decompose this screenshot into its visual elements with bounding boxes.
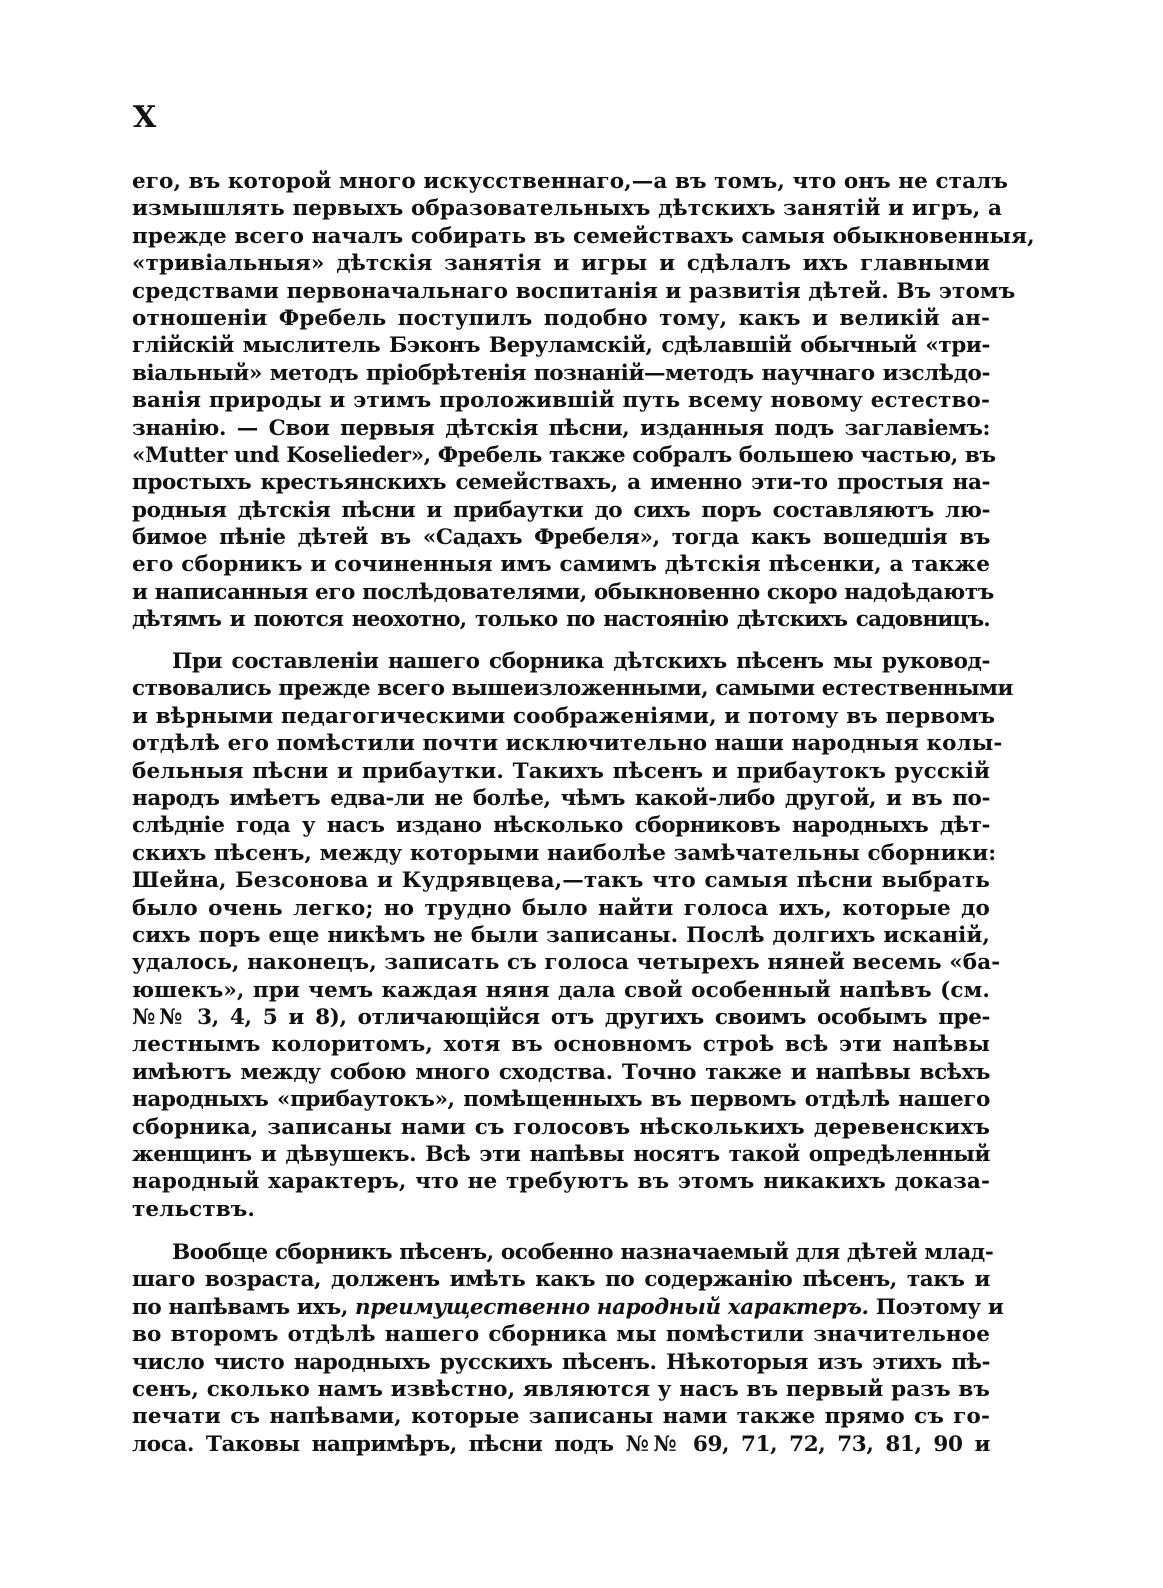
text-line: во второмъ отдѣлѣ нашего сборника мы помѣстили значительное — [132, 1322, 990, 1348]
text-line: юшекъ», при чемъ каждая няня дала свой особенный напѣвъ (см. — [132, 977, 990, 1003]
text-line: бимое пѣніе дѣтей въ «Садахъ Фребеля», тогда какъ вошедшія въ — [132, 525, 990, 551]
text-line: и написанныя его послѣдователями, обыкновенно скоро надоѣдаютъ — [132, 579, 994, 605]
text-line-with-emphasis — [132, 1294, 1004, 1321]
text-line: Вообще сборникъ пѣсенъ, особенно назначаемый для дѣтей млад- — [172, 1240, 994, 1265]
text-line: ванія природы и этимъ проложившій путь всему новому естество- — [132, 388, 990, 414]
text-line: простыхъ крестьянскихъ семействахъ, а именно эти-то простыя на- — [132, 470, 990, 496]
text-line: его, въ которой много искусственнаго,—а въ томъ, что онъ не сталъ — [132, 169, 1008, 194]
text-line: число чисто народныхъ русскихъ пѣсенъ. Нѣкоторыя изъ этихъ пѣ- — [132, 1349, 990, 1375]
text-line: печати съ напѣвами, которые записаны нами также прямо съ го- — [132, 1404, 990, 1430]
text-line: «Mutter und Koselieder», Фребель также собралъ большею частью, въ — [132, 442, 996, 468]
text-line: измышлять первыхъ образовательныхъ дѣтскихъ занятій и игръ, а — [132, 196, 1002, 222]
paragraph-1 — [132, 168, 1035, 634]
paragraph-3 — [132, 1239, 1004, 1458]
text-line: шаго возраста, долженъ имѣть какъ по содержанію пѣсенъ, такъ и — [132, 1267, 990, 1293]
text-line: слѣдніе года у насъ издано нѣсколько сборниковъ народныхъ дѣт- — [132, 813, 990, 839]
text-line: и вѣрными педагогическими соображеніями, и потому въ первомъ — [132, 703, 996, 729]
text-line: средствами первоначальнаго воспитанія и развитія дѣтей. Въ этомъ — [132, 278, 1016, 304]
emphasis-text: преимущественно народный характеръ. — [355, 1294, 869, 1320]
text-line: сенъ, сколько намъ извѣстно, являются у насъ въ первый разъ въ — [132, 1376, 990, 1402]
text-line: ствовались прежде всего вышеизложенными, самыми естественными — [132, 676, 1014, 702]
text-line: Шейна, Безсонова и Кудрявцева,—такъ что самыя пѣсни выбрать — [132, 868, 990, 894]
text-line: отношеніи Фребель поступилъ подобно тому, какъ и великій ан- — [132, 305, 990, 331]
text-line: віальный» методъ пріобрѣтенія познаній—методъ научнаго изслѣдо- — [132, 360, 990, 386]
text-line: прежде всего началъ собирать въ семействахъ самыя обыкновенныя, — [132, 223, 1035, 249]
text-line: сихъ поръ еще никѣмъ не были записаны. Послѣ долгихъ исканій, — [132, 922, 990, 948]
text-line: лоса. Таковы напримѣръ, пѣсни подъ №№ 69, 71, 72, 73, 81, 90 и — [132, 1431, 990, 1457]
text-line: №№ 3, 4, 5 и 8), отличающійся отъ другихъ своимъ особымъ пре- — [132, 1005, 990, 1031]
text-line: дѣтямъ и поются неохотно, только по настоянію дѣтскихъ садовницъ. — [132, 607, 990, 633]
text-line: имѣютъ между собою много сходства. Точно также и напѣвы всѣхъ — [132, 1059, 990, 1085]
text-line: народный характеръ, что не требуютъ въ этомъ никакихъ доказа- — [132, 1169, 990, 1195]
text-line: тельствъ. — [132, 1196, 255, 1222]
text-line: отдѣлѣ его помѣстили почти исключительно наши народныя колы- — [132, 731, 1003, 757]
text-run: по напѣвамъ ихъ, — [132, 1294, 348, 1320]
text-line: лестнымъ колоритомъ, хотя въ основномъ строѣ всѣ эти напѣвы — [132, 1032, 990, 1058]
text-line: удалось, наконецъ, записать съ голоса четырехъ няней весемь «ба- — [132, 950, 1001, 976]
text-line: родныя дѣтскія пѣсни и прибаутки до сихъ поръ составляютъ лю- — [132, 497, 990, 523]
text-line: женщинъ и дѣвушекъ. Всѣ эти напѣвы носятъ такой опредѣленный — [132, 1142, 990, 1168]
page-number: X — [133, 100, 157, 135]
paragraph-2 — [132, 648, 1014, 1223]
text-line: При составленіи нашего сборника дѣтскихъ пѣсенъ мы руковод- — [172, 649, 990, 674]
text-line: скихъ пѣсенъ, между которыми наиболѣе замѣчательны сборники: — [132, 840, 997, 866]
text-line: глійскій мыслитель Бэконъ Веруламскій, сдѣлавшій обычный «три- — [132, 333, 990, 359]
text-line: народныхъ «прибаутокъ», помѣщенныхъ въ первомъ отдѣлѣ нашего — [132, 1087, 990, 1113]
text-line: его сборникъ и сочиненныя имъ самимъ дѣтскія пѣсенки, а также — [132, 552, 990, 578]
text-line: было очень легко; но трудно было найти голоса ихъ, которые до — [132, 895, 990, 921]
text-line: народъ имѣетъ едва-ли не болѣе, чѣмъ какой-либо другой, и въ по- — [132, 785, 990, 811]
text-run: Поэтому и — [875, 1294, 1004, 1320]
text-line: сборника, записаны нами съ голосовъ нѣсколькихъ деревенскихъ — [132, 1114, 990, 1140]
text-line: «тривіальныя» дѣтскія занятія и игры и сдѣлалъ ихъ главными — [132, 251, 990, 277]
text-line: бельныя пѣсни и прибаутки. Такихъ пѣсенъ и прибаутокъ русскій — [132, 758, 990, 784]
text-line: знанію. — Свои первыя дѣтскія пѣсни, изданныя подъ заглавіемъ: — [132, 415, 990, 441]
